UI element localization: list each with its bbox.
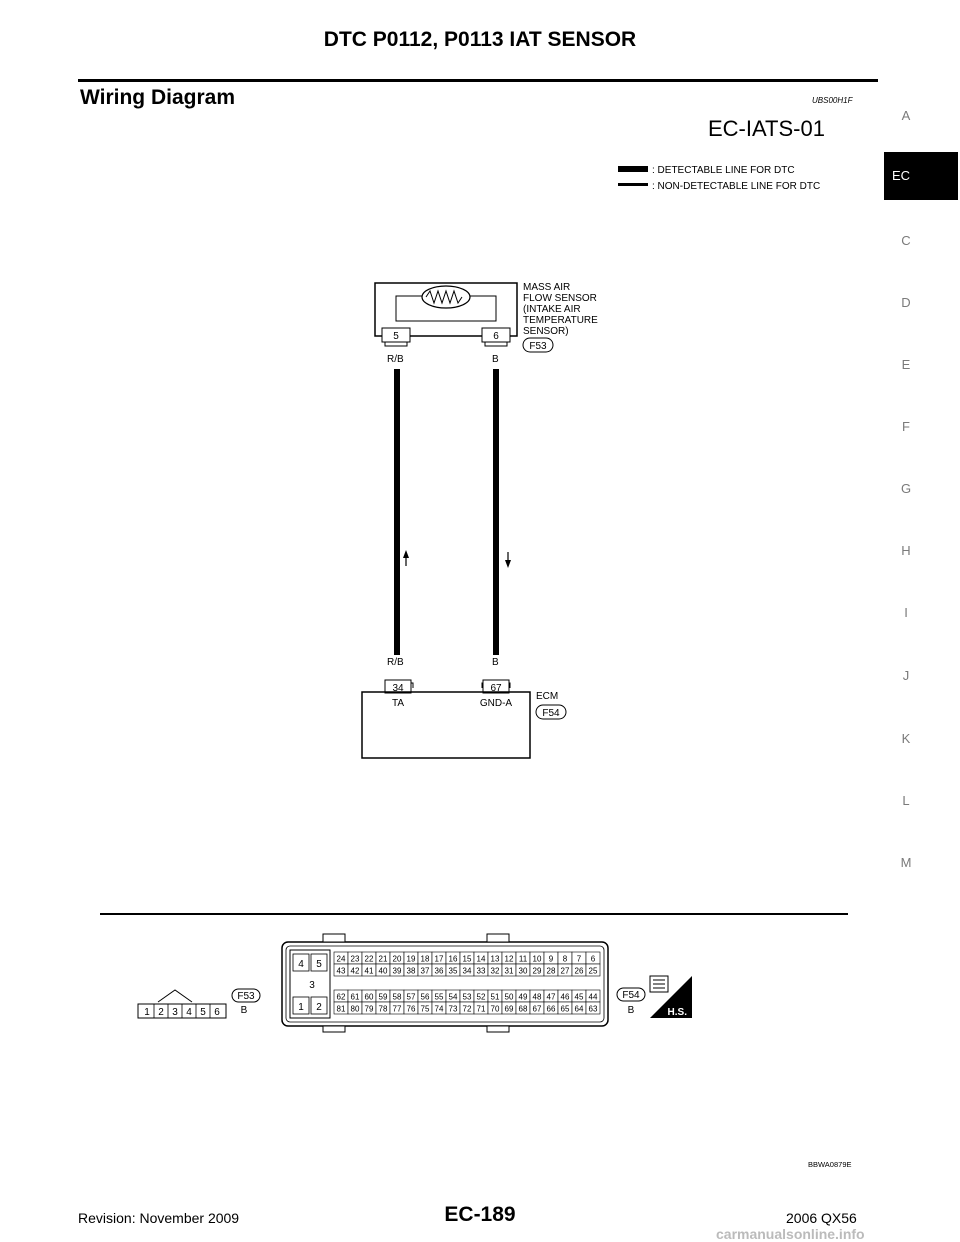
sensor-name-line-1: MASS AIR bbox=[523, 282, 571, 293]
f53-pin-2: 2 bbox=[158, 1007, 164, 1018]
f54-block-pin-4: 4 bbox=[298, 959, 304, 970]
footer-model: 2006 QX56 bbox=[786, 1210, 857, 1226]
sensor-connector-label: F53 bbox=[529, 341, 547, 352]
f54-pin-72: 72 bbox=[462, 1004, 472, 1014]
f53-pin-6: 6 bbox=[214, 1007, 220, 1018]
f53-pin-4: 4 bbox=[186, 1007, 192, 1018]
section-title: Wiring Diagram bbox=[80, 86, 235, 109]
f54-pin-51: 51 bbox=[490, 992, 500, 1002]
f54-pin-16: 16 bbox=[448, 954, 458, 964]
f53-pin-5: 5 bbox=[200, 1007, 206, 1018]
f54-pin-44: 44 bbox=[588, 992, 598, 1002]
f54-pin-34: 34 bbox=[462, 966, 472, 976]
f54-pin-57: 57 bbox=[406, 992, 416, 1002]
f54-pin-32: 32 bbox=[490, 966, 500, 976]
f54-pin-19: 19 bbox=[406, 954, 416, 964]
legend-detectable-label: : DETECTABLE LINE FOR DTC bbox=[652, 165, 795, 176]
f54-pin-48: 48 bbox=[532, 992, 542, 1002]
f54-pin-33: 33 bbox=[476, 966, 486, 976]
sensor-name-line-4: TEMPERATURE bbox=[523, 315, 598, 326]
mass-air-flow-sensor bbox=[375, 283, 517, 346]
sensor-name-line-2: FLOW SENSOR bbox=[523, 293, 597, 304]
f54-block-pin-3: 3 bbox=[309, 980, 315, 991]
legend-non-detectable-swatch bbox=[618, 183, 648, 186]
f54-pin-60: 60 bbox=[364, 992, 374, 1002]
f54-pin-53: 53 bbox=[462, 992, 472, 1002]
arrow-up-icon bbox=[403, 550, 409, 558]
f54-pin-49: 49 bbox=[518, 992, 528, 1002]
f54-pin-58: 58 bbox=[392, 992, 402, 1002]
f54-pin-43: 43 bbox=[336, 966, 346, 976]
wire-left-r-b bbox=[394, 369, 400, 655]
f54-pin-12: 12 bbox=[504, 954, 514, 964]
f54-block-pin-2: 2 bbox=[316, 1002, 322, 1013]
hs-badge bbox=[650, 976, 692, 1018]
f54-pin-77: 77 bbox=[392, 1004, 402, 1014]
legend-non-detectable-label: : NON-DETECTABLE LINE FOR DTC bbox=[652, 181, 821, 192]
f53-connector-view bbox=[138, 990, 226, 1018]
sidebar-tab-i[interactable]: I bbox=[904, 605, 908, 620]
f54-pin-54: 54 bbox=[448, 992, 458, 1002]
f54-pin-9: 9 bbox=[548, 954, 554, 964]
f54-pin-70: 70 bbox=[490, 1004, 500, 1014]
f54-pin-7: 7 bbox=[576, 954, 582, 964]
f54-pin-41: 41 bbox=[364, 966, 374, 976]
f54-pin-35: 35 bbox=[448, 966, 458, 976]
f54-pin-69: 69 bbox=[504, 1004, 514, 1014]
f54-pin-75: 75 bbox=[420, 1004, 430, 1014]
figure-divider bbox=[100, 913, 848, 915]
f54-pin-47: 47 bbox=[546, 992, 556, 1002]
wire-left-color-top: R/B bbox=[387, 354, 404, 365]
f54-block-pin-1: 1 bbox=[298, 1002, 304, 1013]
f54-pin-73: 73 bbox=[448, 1004, 458, 1014]
f54-pin-76: 76 bbox=[406, 1004, 416, 1014]
f54-pin-46: 46 bbox=[560, 992, 570, 1002]
f54-pin-38: 38 bbox=[406, 966, 416, 976]
figure-code: BBWA0879E bbox=[808, 1160, 852, 1169]
sidebar-tab-a[interactable]: A bbox=[901, 108, 911, 123]
sidebar-tab-ec-active[interactable]: EC bbox=[884, 152, 958, 200]
f54-pin-17: 17 bbox=[434, 954, 444, 964]
ecm-pin-34: 34 bbox=[392, 683, 404, 694]
f53-view-label: F53 bbox=[237, 991, 255, 1002]
f54-pin-78: 78 bbox=[378, 1004, 388, 1014]
f54-pin-37: 37 bbox=[420, 966, 430, 976]
sidebar-tab-g[interactable]: G bbox=[900, 481, 912, 496]
f54-pin-62: 62 bbox=[336, 992, 346, 1002]
f54-pin-11: 11 bbox=[518, 954, 528, 964]
f54-pin-67: 67 bbox=[532, 1004, 542, 1014]
wire-right-color-top: B bbox=[492, 354, 499, 365]
ecm-pin-67: 67 bbox=[490, 683, 502, 694]
f54-pin-45: 45 bbox=[574, 992, 584, 1002]
f54-pin-81: 81 bbox=[336, 1004, 346, 1014]
f54-pin-20: 20 bbox=[392, 954, 402, 964]
f54-pin-25: 25 bbox=[588, 966, 598, 976]
f54-pin-42: 42 bbox=[350, 966, 360, 976]
f54-pin-36: 36 bbox=[434, 966, 444, 976]
f54-block-pin-5: 5 bbox=[316, 959, 322, 970]
f54-pin-68: 68 bbox=[518, 1004, 528, 1014]
f54-pin-64: 64 bbox=[574, 1004, 584, 1014]
f54-pin-65: 65 bbox=[560, 1004, 570, 1014]
ecm-box bbox=[362, 680, 530, 758]
f54-pin-31: 31 bbox=[504, 966, 514, 976]
f54-pin-27: 27 bbox=[560, 966, 570, 976]
f54-pin-14: 14 bbox=[476, 954, 486, 964]
f54-pin-22: 22 bbox=[364, 954, 374, 964]
sidebar-tab-d[interactable]: D bbox=[901, 295, 911, 310]
f54-pin-13: 13 bbox=[490, 954, 500, 964]
sidebar-tab-k[interactable]: K bbox=[901, 731, 911, 746]
ecm-connector-label: F54 bbox=[542, 708, 560, 719]
f54-pin-50: 50 bbox=[504, 992, 514, 1002]
f54-pin-23: 23 bbox=[350, 954, 360, 964]
arrow-down-icon bbox=[505, 560, 511, 568]
ecm-terminal-gnd-a: GND-A bbox=[479, 698, 513, 709]
f54-view-label: F54 bbox=[622, 990, 640, 1001]
section-ref: UBS00H1F bbox=[812, 96, 853, 105]
f54-pin-66: 66 bbox=[546, 1004, 556, 1014]
sidebar-tab-h[interactable]: H bbox=[901, 543, 911, 558]
f54-pin-59: 59 bbox=[378, 992, 388, 1002]
sidebar-tab-f[interactable]: F bbox=[902, 419, 910, 434]
thermistor-icon bbox=[422, 286, 470, 308]
sensor-pin-5: 5 bbox=[393, 331, 399, 342]
sensor-name-line-5: SENSOR) bbox=[523, 326, 569, 337]
footer-page-number: EC-189 bbox=[444, 1203, 516, 1226]
wire-left-color-bottom: R/B bbox=[387, 657, 404, 668]
f54-pin-80: 80 bbox=[350, 1004, 360, 1014]
f54-view-color: B bbox=[627, 1005, 635, 1016]
sensor-pin-6: 6 bbox=[493, 331, 499, 342]
sidebar-tab-c[interactable]: C bbox=[901, 233, 911, 248]
footer-revision: Revision: November 2009 bbox=[78, 1210, 240, 1226]
f54-pin-10: 10 bbox=[532, 954, 542, 964]
sidebar-tab-e[interactable]: E bbox=[901, 357, 911, 372]
f54-pin-24: 24 bbox=[336, 954, 346, 964]
f54-pin-56: 56 bbox=[420, 992, 430, 1002]
f54-pin-15: 15 bbox=[462, 954, 472, 964]
f54-pin-61: 61 bbox=[350, 992, 360, 1002]
sidebar-tab-m[interactable]: M bbox=[900, 855, 912, 870]
ecm-terminal-ta: TA bbox=[391, 698, 405, 709]
f54-pin-40: 40 bbox=[378, 966, 388, 976]
f53-pin-1: 1 bbox=[144, 1007, 150, 1018]
f53-view-color: B bbox=[240, 1005, 248, 1016]
f54-pin-29: 29 bbox=[532, 966, 542, 976]
f54-pin-30: 30 bbox=[518, 966, 528, 976]
f54-pin-52: 52 bbox=[476, 992, 486, 1002]
f54-pin-63: 63 bbox=[588, 1004, 598, 1014]
wire-right-b bbox=[493, 369, 499, 655]
legend-detectable-swatch bbox=[618, 166, 648, 172]
f54-pin-21: 21 bbox=[378, 954, 388, 964]
sensor-name-line-3: (INTAKE AIR bbox=[523, 304, 581, 315]
f54-pin-71: 71 bbox=[476, 1004, 486, 1014]
f54-pin-39: 39 bbox=[392, 966, 402, 976]
ecm-name: ECM bbox=[536, 691, 559, 702]
wire-right-color-bottom: B bbox=[492, 657, 499, 668]
f54-connector-view bbox=[282, 934, 608, 1032]
f54-pin-74: 74 bbox=[434, 1004, 444, 1014]
f54-pin-55: 55 bbox=[434, 992, 444, 1002]
f54-pin-28: 28 bbox=[546, 966, 556, 976]
hs-badge-label: H.S. bbox=[667, 1007, 687, 1018]
page-title: DTC P0112, P0113 IAT SENSOR bbox=[323, 28, 637, 51]
f54-pin-6: 6 bbox=[590, 954, 596, 964]
sidebar-tab-j[interactable]: J bbox=[902, 668, 910, 683]
f54-pin-79: 79 bbox=[364, 1004, 374, 1014]
f53-pin-3: 3 bbox=[172, 1007, 178, 1018]
watermark: carmanualsonline.info bbox=[716, 1226, 865, 1242]
f54-pin-18: 18 bbox=[420, 954, 430, 964]
sidebar-tab-l[interactable]: L bbox=[902, 793, 910, 808]
diagram-id: EC-IATS-01 bbox=[708, 116, 825, 141]
f54-pin-26: 26 bbox=[574, 966, 584, 976]
f54-pin-8: 8 bbox=[562, 954, 568, 964]
